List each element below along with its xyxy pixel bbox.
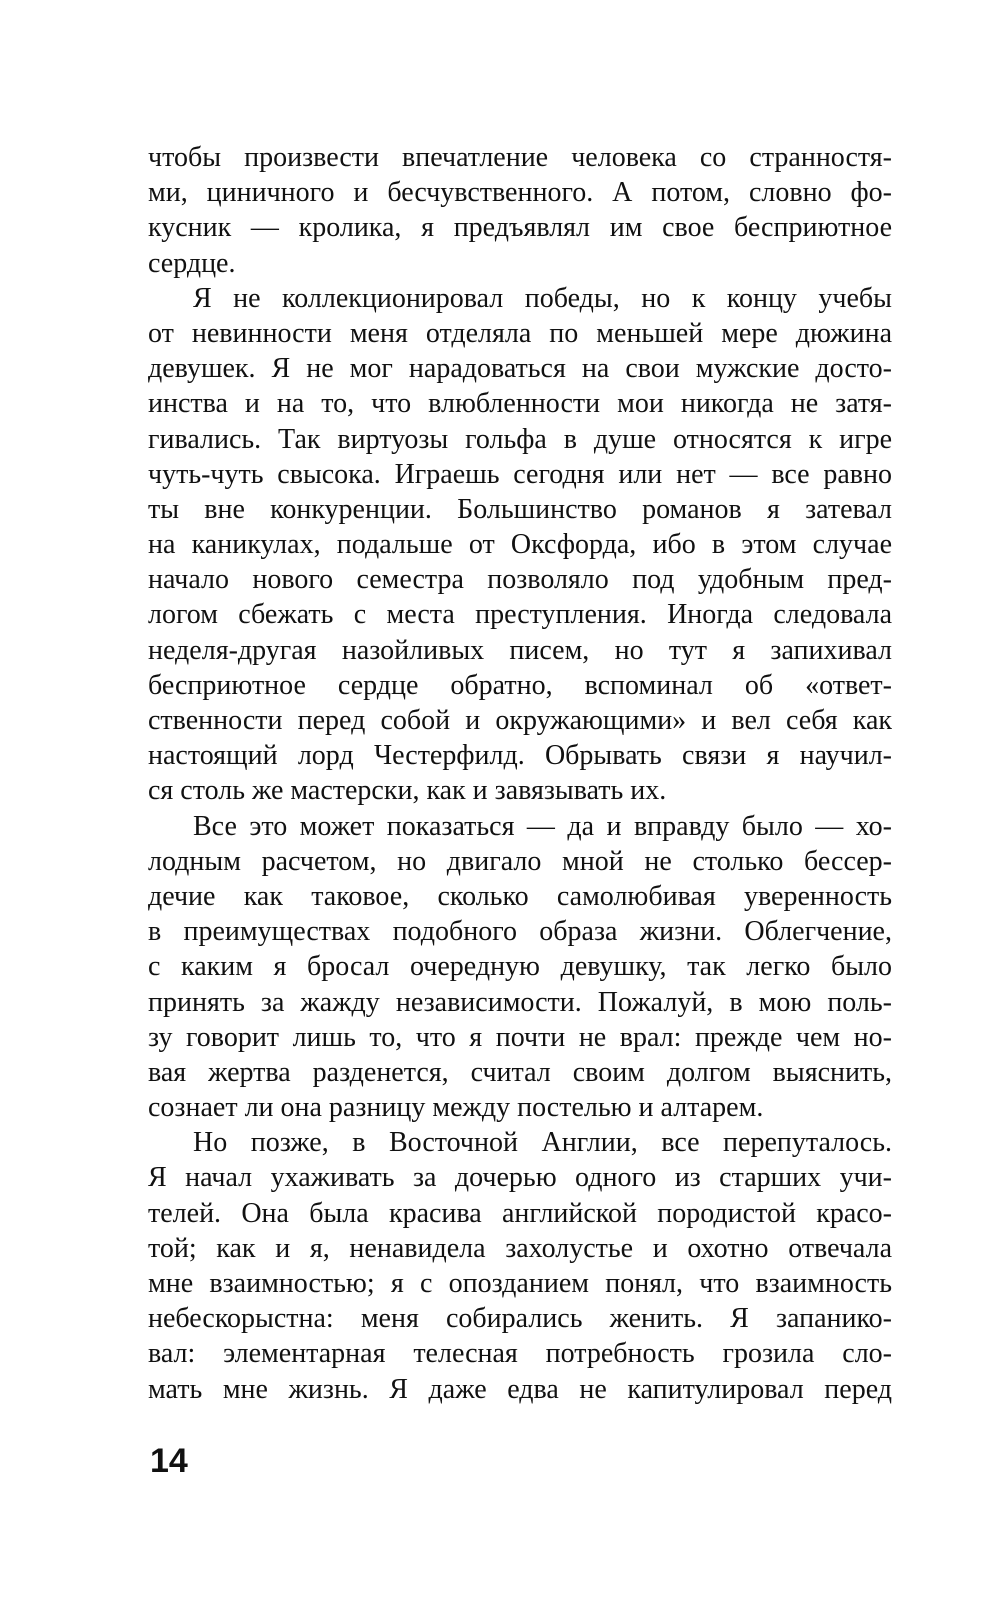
text-line: сознает ли она разницу между постелью и алтарем. (148, 1092, 764, 1124)
text-line: начало нового семестра позволяло под удобным пред- (148, 564, 892, 596)
text-line: ми, циничного и бесчувственного. А потом, словно фо- (148, 177, 892, 209)
text-line: инства и на то, что влюбленности мои никогда не затя- (148, 388, 892, 420)
text-line: дечие как таковое, сколько самолюбивая уверенность (148, 880, 892, 912)
text-line: ся столь же мастерски, как и завязывать их. (148, 775, 667, 807)
text-line: настоящий лорд Честерфилд. Обрывать связи я научил- (148, 740, 892, 772)
text-line: сердце. (148, 247, 236, 279)
text-line: небескорыстна: меня собирались женить. Я запанико- (148, 1303, 892, 1335)
text-line: мне взаимностью; я с опозданием понял, что взаимность (148, 1268, 892, 1299)
text-line: чтобы произвести впечатление человека со странностя- (148, 142, 892, 173)
text-line: девушек. Я не мог нарадоваться на свои мужские досто- (148, 353, 892, 385)
text-line: ты вне конкуренции. Большинство романов я затевал (148, 493, 892, 525)
text-line: вая жертва разденется, считал своим долгом выяснить, (148, 1056, 892, 1088)
text-line: гивались. Так виртуозы гольфа в душе относятся к игре (148, 423, 892, 455)
page-text (148, 140, 892, 1407)
text-line: чуть-чуть свысока. Играешь сегодня или нет — все равно (148, 458, 892, 490)
text-line: на каникулах, подальше от Оксфорда, ибо в этом случае (148, 529, 892, 561)
text-line: Все это может показаться — да и вправду было — хо- (193, 810, 892, 842)
text-line: кусник — кролика, я предъявлял им свое бесприютное (148, 212, 892, 244)
text-line: мать мне жизнь. Я даже едва не капитулировал перед (148, 1373, 892, 1405)
text-line: вал: элементарная телесная потребность грозила сло- (148, 1338, 892, 1370)
text-line: в преимуществах подобного образа жизни. Облегчение, (148, 916, 892, 948)
text-line: лодным расчетом, но двигало мной не столько бессер- (148, 845, 892, 877)
text-line: принять за жажду независимости. Пожалуй, в мою поль- (148, 986, 892, 1018)
text-line: Я начал ухаживать за дочерью одного из старших учи- (148, 1162, 892, 1194)
text-line: неделя-другая назойливых писем, но тут я запихивал (148, 634, 892, 666)
text-line: логом сбежать с места преступления. Иногда следовала (148, 599, 892, 631)
text-line: Но позже, в Восточной Англии, все перепуталось. (193, 1127, 892, 1159)
text-line: той; как и я, ненавидела захолустье и охотно отвечала (148, 1232, 892, 1264)
text-line: Я не коллекционировал победы, но к концу учебы (193, 282, 892, 314)
text-line: зу говорит лишь то, что я почти не врал: прежде чем но- (148, 1021, 892, 1053)
text-line: ственности перед собой и окружающими» и вел себя как (148, 705, 892, 736)
page-number: 14 (150, 1442, 188, 1480)
text-line: бесприютное сердце обратно, вспоминал об «ответ- (148, 669, 892, 701)
text-line: с каким я бросал очередную девушку, так легко было (148, 951, 892, 983)
text-line: от невинности меня отделяла по меньшей мере дюжина (148, 317, 892, 349)
text-line: телей. Она была красива английской породистой красо- (148, 1197, 892, 1229)
